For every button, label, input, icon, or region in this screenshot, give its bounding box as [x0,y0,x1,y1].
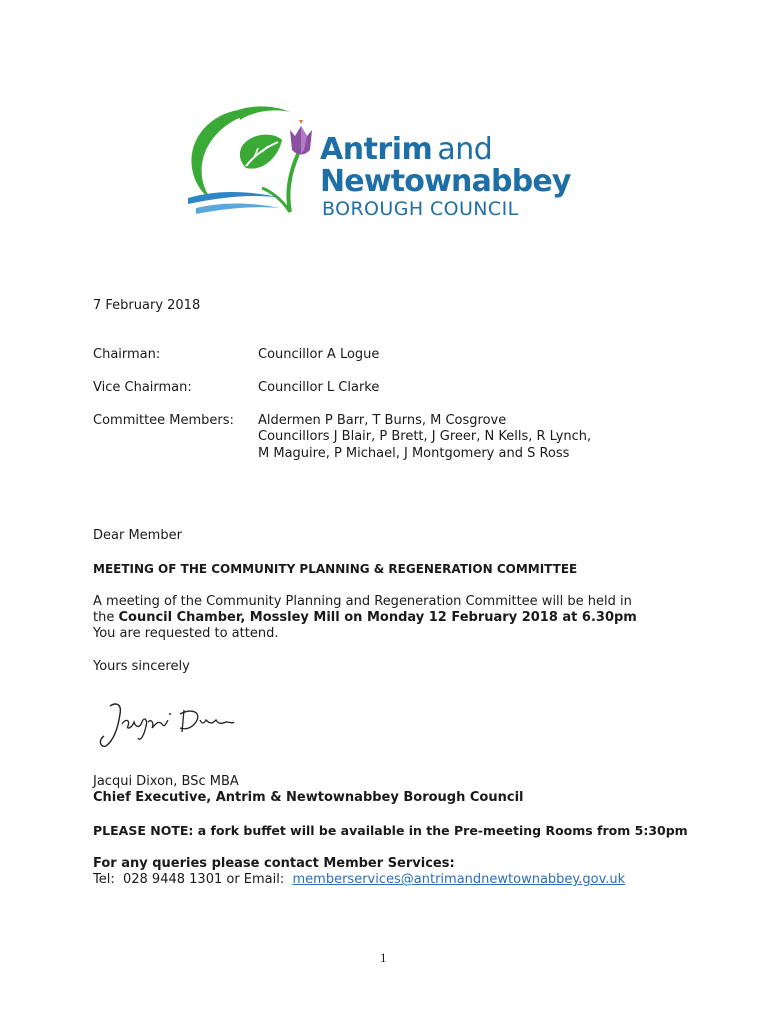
greeting: Dear Member [93,528,182,543]
body-line-1: A meeting of the Community Planning and Regeneration Committee will be held in [93,594,632,609]
logo-wordmark [320,132,492,167]
buffet-note: PLEASE NOTE: a fork buffet will be available in the Pre-meeting Rooms from 5:30pm [93,823,688,838]
logo-text-newtownabbey: Newtownabbey [320,164,571,199]
contact-tel: Tel: 028 9448 1301 or Email: [93,872,293,887]
vice-chairman-label: Vice Chairman: [93,380,192,395]
council-logo [186,102,586,220]
committee-members-line-2: Councillors J Blair, P Brett, J Greer, N Kells, R Lynch, [258,429,592,444]
logo-text-borough-council: BOROUGH COUNCIL [322,198,519,220]
letter-date: 7 February 2018 [93,298,201,313]
page-number: 1 [380,950,387,965]
chairman-value: Councillor A Logue [258,347,380,362]
email-link[interactable]: memberservices@antrimandnewtownabbey.gov.uk [292,872,626,887]
meeting-venue-time: Council Chamber, Mossley Mill on Monday 12 February 2018 at 6.30pm [118,610,637,625]
tulip-icon [286,120,316,160]
vice-chairman-value: Councillor L Clarke [258,380,380,395]
body-line-2-prefix: the [93,610,119,625]
meeting-heading: MEETING OF THE COMMUNITY PLANNING & REGENERATION COMMITTEE [93,562,578,576]
contact-heading: For any queries please contact Member Services: [93,856,455,871]
body-line-2 [93,610,637,626]
body-line-3: You are requested to attend. [93,626,279,641]
signatory-name: Jacqui Dixon, BSc MBA [93,774,239,789]
committee-members-label: Committee Members: [93,413,234,428]
closing: Yours sincerely [93,659,190,674]
committee-members-line-1: Aldermen P Barr, T Burns, M Cosgrove [258,413,507,428]
contact-line [93,872,625,888]
handwritten-signature [96,694,236,752]
signatory-title: Chief Executive, Antrim & Newtownabbey Borough Council [93,790,524,805]
logo-text-antrim: Antrim [320,132,433,167]
chairman-label: Chairman: [93,347,161,362]
committee-members-line-3: M Maguire, P Michael, J Montgomery and S Ross [258,446,570,461]
logo-text-and: and [437,132,493,167]
